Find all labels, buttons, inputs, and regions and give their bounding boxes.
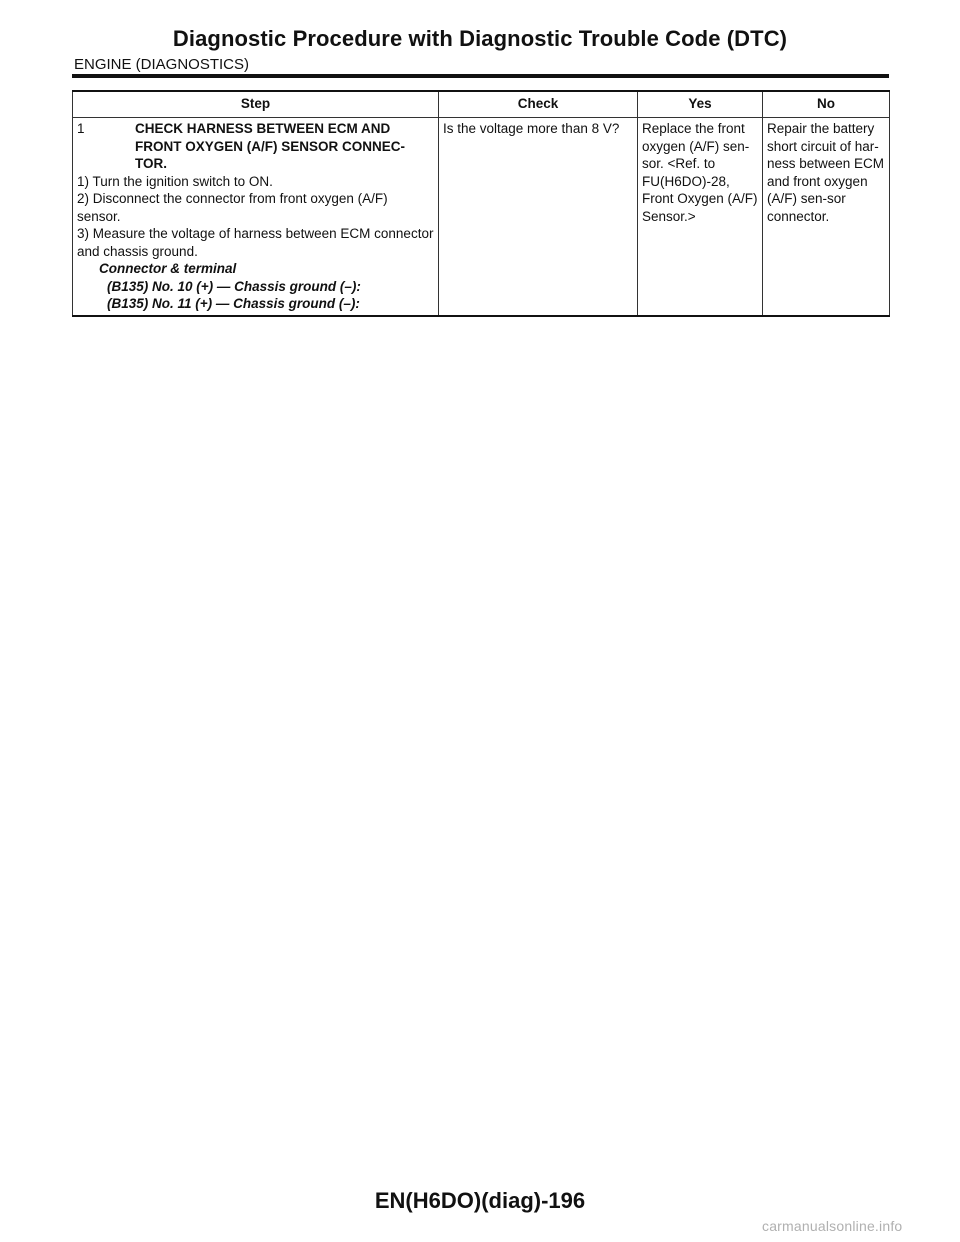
connector-line-1: (B135) No. 10 (+) — Chassis ground (–): [107,278,361,294]
watermark: carmanualsonline.info [762,1218,903,1234]
instruction-3: 3) Measure the voltage of harness between ECM connector and chassis ground. [77,226,434,259]
step-title: CHECK HARNESS BETWEEN ECM AND FRONT OXYGEN (A/F) SENSOR CONNEC-TOR. [135,121,406,171]
instruction-1: 1) Turn the ignition switch to ON. [77,173,273,189]
column-header-yes: Yes [638,91,763,118]
page-code: EN(H6DO)(diag)-196 [374,1188,586,1213]
title-rule [72,74,889,78]
connector-line-2: (B135) No. 11 (+) — Chassis ground (–): [107,296,360,311]
column-header-no: No [763,91,890,118]
step-number: 1 [77,121,85,136]
column-header-step: Step [73,91,439,118]
yes-cell: Replace the front oxygen (A/F) sen-sor. <Ref. to FU(H6DO)-28, Front Oxygen (A/F) Sensor.> [638,118,763,316]
table-row [73,118,890,316]
section-label: ENGINE (DIAGNOSTICS) [74,56,250,73]
column-header-check: Check [439,91,638,118]
check-cell: Is the voltage more than 8 V? [439,118,638,316]
connector-heading: Connector & terminal [99,261,237,276]
table-header-row [73,91,890,118]
no-cell: Repair the battery short circuit of har-ness between ECM and front oxygen (A/F) sen-sor connector. [763,118,890,316]
diagnostic-table [72,90,890,317]
step-cell [73,118,439,316]
instruction-2: 2) Disconnect the connector from front oxygen (A/F) sensor. [77,191,388,224]
page-title: Diagnostic Procedure with Diagnostic Trouble Code (DTC) [172,26,788,51]
